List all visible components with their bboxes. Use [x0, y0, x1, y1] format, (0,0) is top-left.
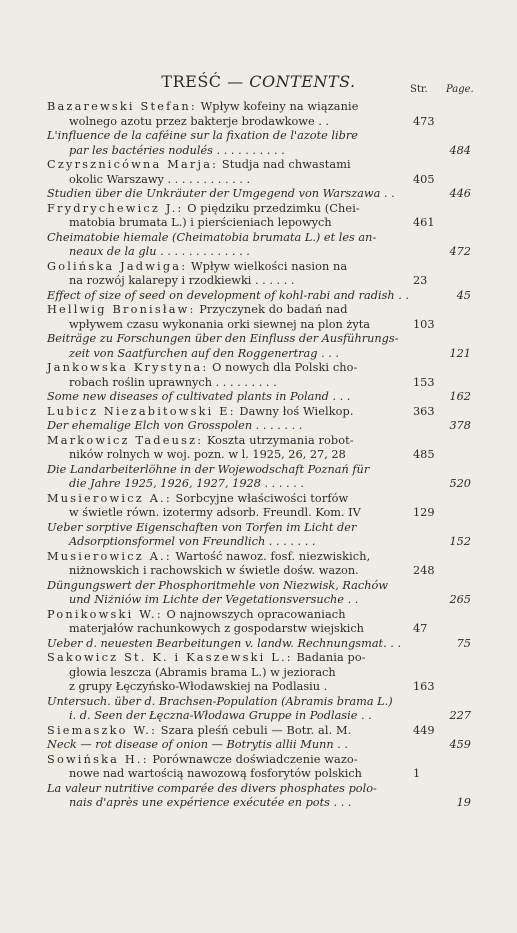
- entry-author: Czyrsznicówna Marja:: [47, 158, 219, 171]
- entry-title: matobia brumata L.) i pierścieniach lepowych: [69, 216, 332, 229]
- line-text: [47, 695, 393, 710]
- line-text: [69, 144, 285, 159]
- contents-line: [0, 637, 517, 652]
- contents-list: [0, 100, 517, 811]
- polish-page-number: 129: [413, 506, 435, 519]
- entry-author: Golińska Jadwiga:: [47, 259, 188, 273]
- polish-page-number: 103: [413, 317, 435, 331]
- title-dash: —: [227, 72, 244, 91]
- line-text: [69, 564, 359, 579]
- contents-line: [0, 390, 517, 405]
- entry-title: Ueber d. neuesten Bearbeitungen v. landw. Rechnungsmat. . .: [47, 636, 402, 650]
- entry-title: okolic Warszawy . . . . . . . . . . . .: [69, 172, 251, 186]
- contents-line: [0, 738, 517, 753]
- line-text: [47, 463, 369, 478]
- polish-page-number: 47: [413, 622, 428, 635]
- line-text: [47, 289, 409, 304]
- entry-title: z grupy Łęczyńsko-Włodawskiej na Podlasiu .: [69, 680, 328, 693]
- contents-line: [0, 477, 517, 492]
- contents-line: [0, 158, 517, 173]
- entry-title: und Niżniów im Lichte der Vegetationsversuche . .: [69, 593, 359, 606]
- entry-title: La valeur nutritive comparée des divers phosphates polo-: [47, 781, 377, 795]
- entry-title: Przyczynek do badań nad: [195, 303, 348, 316]
- line-text: [69, 535, 316, 550]
- line-text: [47, 579, 388, 594]
- contents-line: [0, 753, 517, 768]
- entry-title: Koszta utrzymania robot-: [203, 433, 354, 447]
- entry-title: Studja nad chwastami: [218, 158, 351, 171]
- line-text: [47, 303, 348, 318]
- entry-title: Wartość nawoz. fosf. niezwiskich,: [171, 549, 371, 563]
- line-text: [47, 608, 346, 623]
- contents-line: [0, 521, 517, 536]
- contents-line: [0, 376, 517, 391]
- english-page-number: 520: [449, 477, 471, 490]
- polish-page-number: 363: [413, 404, 435, 418]
- entry-title: nais d'après une expérience exécutée en pots . . .: [69, 796, 352, 809]
- contents-line: [0, 405, 517, 420]
- line-text: [69, 318, 370, 333]
- entry-author: Sowińska H.:: [47, 752, 149, 766]
- entry-title: Neck — rot disease of onion — Botrytis allii Munn . .: [47, 738, 349, 751]
- contents-line: [0, 622, 517, 637]
- contents-line: [0, 550, 517, 565]
- line-text: [69, 274, 295, 289]
- contents-line: [0, 724, 517, 739]
- english-page-number: 121: [449, 346, 471, 360]
- contents-line: [0, 506, 517, 521]
- contents-line: [0, 666, 517, 681]
- polish-page-number: 405: [413, 172, 435, 186]
- line-text: [47, 651, 366, 666]
- entry-title: niżnowskich i rachowskich w świetle dośw. wazon.: [69, 564, 359, 577]
- polish-page-number: 248: [413, 564, 435, 577]
- polish-page-number: 485: [413, 448, 435, 461]
- line-text: [47, 782, 377, 797]
- entry-author: Sakowicz St. K. i Kaszewski L.:: [47, 651, 293, 664]
- line-text: [47, 738, 348, 753]
- entry-title: Untersuch. über d. Brachsen-Population (Abramis brama L.): [47, 694, 393, 708]
- line-text: [69, 593, 358, 608]
- entry-title: głowia leszcza (Abramis brama L.) w jeziorach: [69, 665, 336, 679]
- entry-title: zeit von Saatfurchen auf den Roggenertrag . . .: [69, 346, 340, 360]
- entry-title: Effect of size of seed on development of kohl-rabi and radish . .: [47, 288, 410, 302]
- polish-page-number: 23: [413, 274, 428, 287]
- entry-author: Bazarewski Stefan:: [47, 100, 197, 113]
- polish-page-number: 449: [413, 723, 435, 737]
- contents-line: [0, 173, 517, 188]
- contents-line: [0, 303, 517, 318]
- entry-title: Adsorptionsformel von Freundlich . . . . . . .: [69, 535, 316, 548]
- line-text: [47, 550, 370, 565]
- contents-line: [0, 260, 517, 275]
- contents-line: [0, 115, 517, 130]
- english-page-number: 472: [449, 245, 471, 258]
- line-text: [47, 231, 376, 246]
- title-english: CONTENTS.: [249, 72, 356, 91]
- line-text: [69, 376, 277, 391]
- contents-line: [0, 231, 517, 246]
- entry-title: Die Landarbeiterlöhne in der Wojewodschaft Poznań für: [47, 462, 370, 476]
- contents-line: [0, 492, 517, 507]
- line-text: [47, 753, 358, 768]
- english-page-number: 227: [449, 709, 471, 722]
- title-polish: TREŚĆ: [161, 72, 222, 91]
- contents-line: [0, 782, 517, 797]
- entry-title: Wpływ kofeiny na wiązanie: [196, 100, 359, 113]
- entry-title: O nowych dla Polski cho-: [208, 361, 358, 374]
- entry-title: Dawny łoś Wielkop.: [235, 404, 354, 418]
- entry-title: Badania po-: [292, 651, 366, 664]
- polish-page-number: 1: [413, 767, 421, 780]
- entry-title: L'influence de la caféine sur la fixation de l'azote libre: [47, 129, 358, 142]
- entry-title: O najnowszych opracowaniach: [162, 607, 346, 621]
- contents-line: [0, 564, 517, 579]
- contents-line: [0, 463, 517, 478]
- entry-title: robach roślin uprawnych . . . . . . . . .: [69, 375, 277, 389]
- contents-line: [0, 767, 517, 782]
- polish-page-number: 153: [413, 375, 435, 389]
- contents-line: [0, 318, 517, 333]
- contents-line: [0, 579, 517, 594]
- line-text: [47, 724, 351, 739]
- entry-title: neaux de la glu . . . . . . . . . . . . .: [69, 245, 250, 258]
- entry-title: Düngungswert der Phosphoritmehle von Niezwisk, Rachów: [47, 578, 388, 592]
- line-text: [47, 158, 351, 173]
- english-page-number: 19: [456, 796, 471, 809]
- contents-line: [0, 796, 517, 811]
- line-text: [47, 637, 401, 652]
- entry-author: Frydrychewicz J.:: [47, 201, 184, 215]
- entry-title: wolnego azotu przez bakterje brodawkowe . .: [69, 114, 330, 128]
- entry-title: na rozwój kalarepy i rzodkiewki . . . . . .: [69, 274, 295, 287]
- entry-title: nowe nad wartością nawozową fosforytów polskich: [69, 767, 362, 780]
- polish-page-number: 473: [413, 114, 435, 128]
- contents-line: [0, 419, 517, 434]
- english-page-number: 459: [449, 738, 471, 751]
- entry-title: die Jahre 1925, 1926, 1927, 1928 . . . . . .: [69, 477, 304, 490]
- entry-title: par les bactéries nodulés . . . . . . . . . .: [69, 143, 285, 157]
- english-page-number: 446: [449, 187, 471, 200]
- page-title: [0, 72, 517, 91]
- english-page-number: 378: [449, 419, 471, 432]
- polish-page-number: 461: [413, 216, 435, 229]
- contents-line: [0, 216, 517, 231]
- line-text: [47, 419, 302, 434]
- contents-line: [0, 593, 517, 608]
- line-text: [69, 767, 362, 782]
- contents-line: [0, 535, 517, 550]
- english-page-number: 265: [449, 593, 471, 606]
- entry-author: Musierowicz A.:: [47, 491, 172, 505]
- column-header-page: Page.: [446, 84, 474, 95]
- contents-line: [0, 144, 517, 159]
- entry-title: Some new diseases of cultivated plants in Poland . . .: [47, 390, 351, 403]
- entry-title: Ueber sorptive Eigenschaften von Torfen im Licht der: [47, 520, 357, 534]
- column-header-str: Str.: [410, 84, 428, 95]
- entry-author: Markowicz Tadeusz:: [47, 433, 204, 447]
- entry-title: w świetle równ. izotermy adsorb. Freundl. Kom. IV: [69, 506, 361, 519]
- line-text: [69, 448, 346, 463]
- contents-line: [0, 695, 517, 710]
- english-page-number: 162: [449, 390, 471, 403]
- line-text: [69, 216, 332, 231]
- contents-line: [0, 448, 517, 463]
- entry-title: Sorbcyjne właściwości torfów: [171, 491, 349, 505]
- line-text: [47, 390, 350, 405]
- line-text: [47, 187, 395, 202]
- entry-author: Lubicz Niezabitowski E:: [47, 404, 236, 418]
- contents-line: [0, 187, 517, 202]
- contents-line: [0, 202, 517, 217]
- contents-line: [0, 289, 517, 304]
- entry-author: Hellwig Bronisław:: [47, 303, 196, 316]
- line-text: [69, 709, 372, 724]
- line-text: [47, 129, 358, 144]
- line-text: [69, 622, 364, 637]
- line-text: [69, 796, 351, 811]
- entry-author: Siemaszko W.:: [47, 723, 158, 737]
- entry-title: Szara pleśń cebuli — Botr. al. M.: [157, 723, 352, 737]
- entry-author: Ponikowski W.:: [47, 607, 163, 621]
- line-text: [69, 477, 304, 492]
- entry-title: Cheimatobie hiemale (Cheimatobia brumata L.) et les an-: [47, 230, 377, 244]
- line-text: [47, 434, 354, 449]
- line-text: [47, 405, 354, 420]
- contents-line: [0, 129, 517, 144]
- line-text: [47, 492, 348, 507]
- line-text: [47, 521, 356, 536]
- polish-page-number: 163: [413, 680, 435, 693]
- contents-line: [0, 245, 517, 260]
- contents-line: [0, 100, 517, 115]
- english-page-number: 484: [449, 143, 471, 157]
- entry-title: Der ehemalige Elch von Grosspolen . . . . . . .: [47, 419, 303, 432]
- contents-line: [0, 434, 517, 449]
- entry-title: Porównawcze doświadczenie wazo-: [148, 752, 358, 766]
- entry-title: i. d. Seen der Łęczna-Włodawa Gruppe in Podlasie . .: [69, 709, 372, 722]
- line-text: [69, 680, 327, 695]
- contents-line: [0, 651, 517, 666]
- entry-title: materjałów rachunkowych z gospodarstw wiejskich: [69, 622, 364, 635]
- contents-line: [0, 361, 517, 376]
- line-text: [69, 506, 361, 521]
- contents-line: [0, 709, 517, 724]
- line-text: [69, 173, 250, 188]
- contents-line: [0, 608, 517, 623]
- entry-title: ników rolnych w woj. pozn. w l. 1925, 26, 27, 28: [69, 448, 346, 461]
- english-page-number: 45: [456, 288, 471, 302]
- line-text: [47, 100, 359, 115]
- contents-line: [0, 332, 517, 347]
- entry-title: Beiträge zu Forschungen über den Einfluss der Ausführungs-: [47, 332, 399, 345]
- line-text: [69, 347, 339, 362]
- line-text: [69, 115, 329, 130]
- line-text: [69, 245, 250, 260]
- line-text: [69, 666, 336, 681]
- line-text: [47, 202, 360, 217]
- entry-title: wpływem czasu wykonania orki siewnej na plon żyta: [69, 317, 371, 331]
- entry-title: Studien über die Unkräuter der Umgegend von Warszawa . .: [47, 187, 395, 200]
- line-text: [47, 361, 357, 376]
- contents-line: [0, 274, 517, 289]
- line-text: [47, 260, 347, 275]
- contents-line: [0, 680, 517, 695]
- entry-title: Wpływ wielkości nasion na: [187, 259, 348, 273]
- english-page-number: 152: [449, 535, 471, 548]
- english-page-number: 75: [456, 636, 471, 650]
- line-text: [47, 332, 399, 347]
- entry-author: Musierowicz A.:: [47, 549, 172, 563]
- entry-title: O piędziku przedzimku (Chei-: [183, 201, 360, 215]
- contents-line: [0, 347, 517, 362]
- entry-author: Jankowska Krystyna:: [47, 361, 209, 374]
